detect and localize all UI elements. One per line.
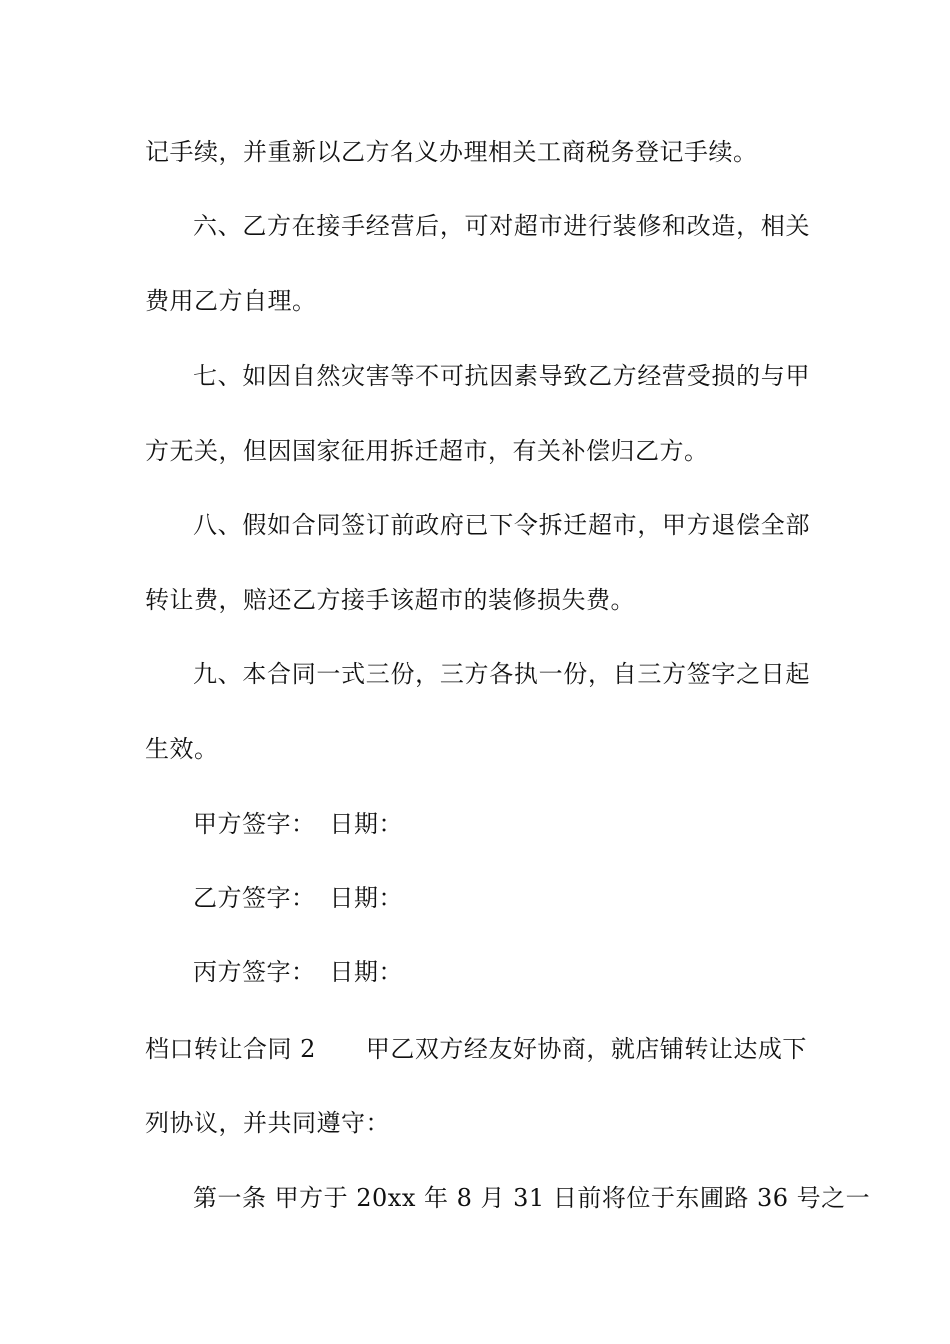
clause-8-line-2: 转让费，赔还乙方接手该超市的装修损失费。 xyxy=(145,586,635,614)
signature-label: 丙方签字： xyxy=(193,958,316,986)
date-label: 日期： xyxy=(329,958,403,986)
contract-2-intro: 甲乙双方经友好协商，就店铺转让达成下 xyxy=(365,1035,807,1063)
clause-7-line-1: 七、如因自然灾害等不可抗因素导致乙方经营受损的与甲 xyxy=(193,362,810,390)
signature-label: 乙方签字： xyxy=(193,884,316,912)
clause-8-line-1: 八、假如合同签订前政府已下令拆迁超市，甲方退偿全部 xyxy=(193,511,810,539)
date-label: 日期： xyxy=(329,884,403,912)
date-label: 日期： xyxy=(329,810,403,838)
signature-line-party-b xyxy=(193,883,810,913)
clause-7-line-2: 方无关，但因国家征用拆迁超市，有关补偿归乙方。 xyxy=(145,437,709,465)
clause-9-line-1: 九、本合同一式三份，三方各执一份，自三方签字之日起 xyxy=(193,660,810,688)
signature-label: 甲方签字： xyxy=(193,810,316,838)
clause-6-line-2: 费用乙方自理。 xyxy=(145,287,317,315)
contract-2-heading-line xyxy=(145,1034,810,1064)
signature-line-party-a xyxy=(193,809,810,839)
contract-2-article-1: 第一条 甲方于 20xx 年 8 月 31 日前将位于东圃路 36 号之一 xyxy=(193,1184,871,1212)
clause-6-line-1: 六、乙方在接手经营后，可对超市进行装修和改造，相关 xyxy=(193,212,810,240)
contract-2-intro-line-2: 列协议，并共同遵守： xyxy=(145,1109,390,1137)
paragraph-5-continuation: 记手续，并重新以乙方名义办理相关工商税务登记手续。 xyxy=(145,138,758,166)
clause-9-line-2: 生效。 xyxy=(145,735,219,763)
contract-2-title: 档口转让合同 2 xyxy=(145,1035,316,1063)
signature-line-party-c xyxy=(193,957,810,987)
